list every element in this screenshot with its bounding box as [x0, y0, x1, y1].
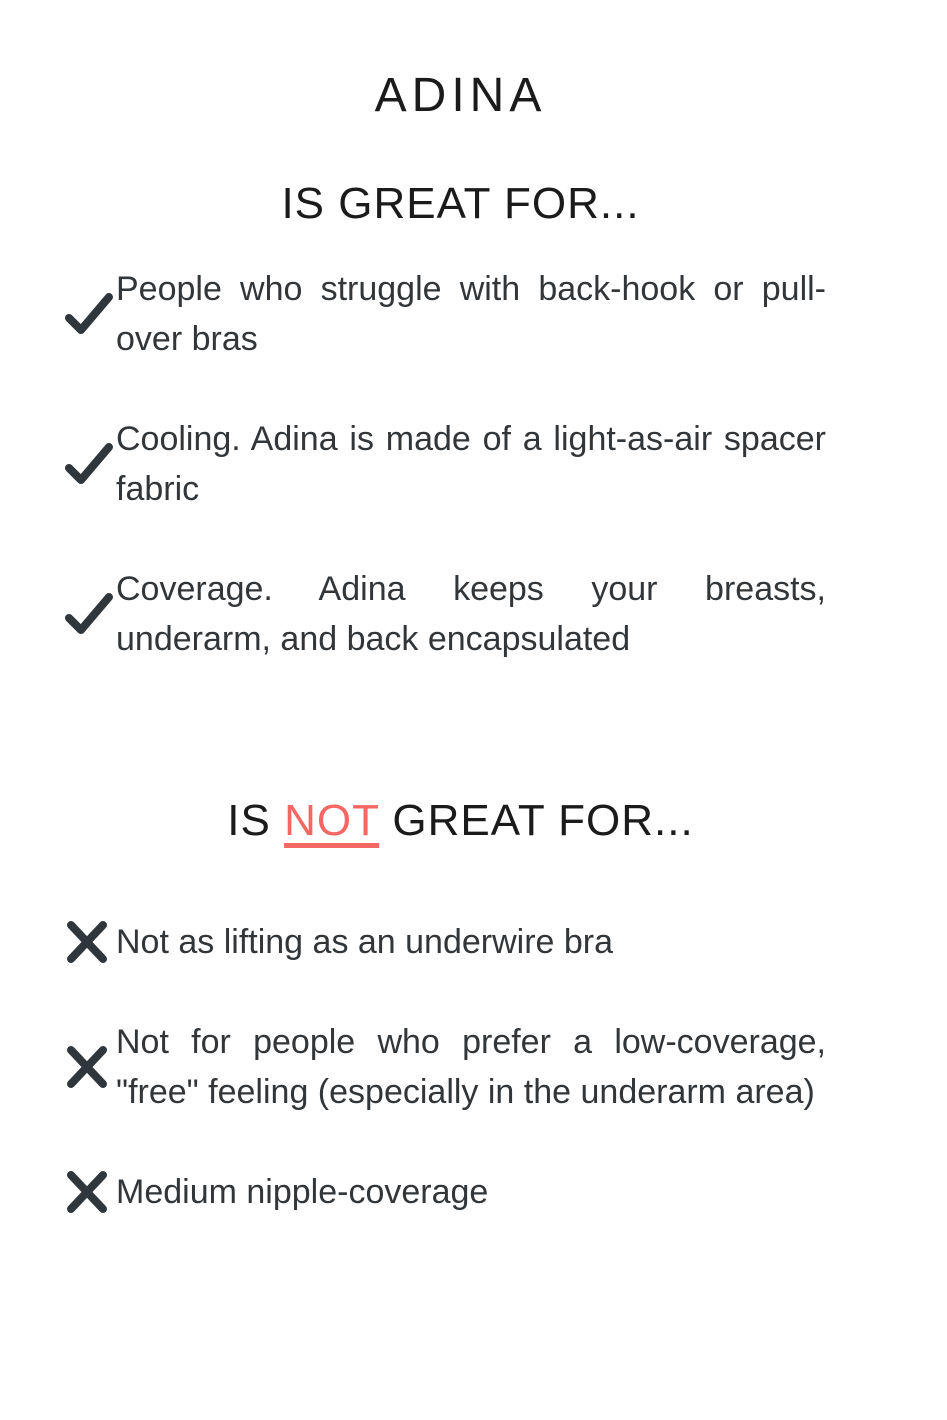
list-item: [64, 1167, 857, 1217]
not-great-for-heading-not-word: NOT: [284, 796, 380, 845]
list-item-text: Coverage. Adina keeps your breasts, underarm, and back encapsulated: [116, 570, 826, 658]
list-item-text: Not for people who prefer a low-coverage, "free" feeling (especially in the underarm area): [116, 1023, 826, 1111]
check-icon: [64, 589, 116, 639]
list-item: [64, 917, 857, 967]
not-great-for-list: [64, 917, 857, 1217]
great-for-heading: [64, 177, 857, 230]
cross-icon: [64, 1169, 116, 1215]
great-for-list: [64, 264, 857, 664]
great-for-heading-text: IS GREAT FOR...: [281, 179, 640, 228]
list-item: [64, 564, 857, 664]
check-icon: [64, 289, 116, 339]
list-item-text: Cooling. Adina is made of a light-as-air spacer fabric: [116, 420, 826, 508]
cross-icon: [64, 1044, 116, 1090]
list-item-text: Not as lifting as an underwire bra: [116, 923, 614, 961]
list-item: [64, 414, 857, 514]
cross-icon: [64, 919, 116, 965]
list-item: [64, 264, 857, 364]
not-great-for-heading-prefix: IS: [227, 796, 285, 845]
not-great-for-heading: [64, 794, 857, 847]
list-item-text: People who struggle with back-hook or pull-over bras: [116, 270, 826, 358]
list-item: [64, 1017, 857, 1117]
not-great-for-heading-suffix: GREAT FOR...: [379, 796, 694, 845]
list-item-text: Medium nipple-coverage: [116, 1173, 489, 1211]
check-icon: [64, 439, 116, 489]
product-title: ADINA: [374, 69, 547, 122]
